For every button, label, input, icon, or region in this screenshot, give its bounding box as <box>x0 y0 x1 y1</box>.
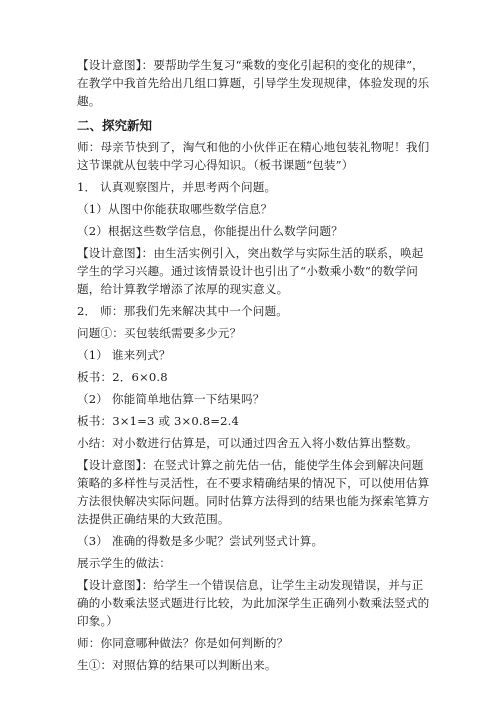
text-line: 这节课就从包装中学习心得知识。（板书课题“包装”） <box>77 158 354 172</box>
question-2-line: （2）根据这些数学信息，你能提出什么数学问题？ <box>77 224 343 238</box>
text-line: 趣。 <box>77 94 101 108</box>
step-2-line: 2． 师：那我们先来解决其中一个问题。 <box>77 304 289 318</box>
summary-line: 小结：对小数进行估算是，可以通过四舍五入将小数估算出整数。 <box>77 436 418 450</box>
board-note-line: 板书：2．6×0.8 <box>77 370 168 384</box>
teacher-intro-paragraph <box>77 138 433 174</box>
step-1-line: 1． 认真观察图片，并思考两个问题。 <box>77 180 277 194</box>
text-line: 【设计意图】：给学生一个错误信息，让学生主动发现错误，并与正 <box>77 578 424 592</box>
question-line: （3） 准确的得数是多少呢？尝试列竖式计算。 <box>77 534 324 548</box>
design-intent-paragraph <box>77 576 433 630</box>
document-page <box>77 56 433 674</box>
text-line: 法提供正确结果的大致范围。 <box>77 512 230 526</box>
text-line: 【设计意图】：在竖式计算之前先估一估，能使学生体会到解决问题 <box>77 458 424 472</box>
question-line: （1） 谁来列式？ <box>77 348 171 362</box>
question-1-line: （1）从图中你能获取哪些数学信息？ <box>77 202 273 216</box>
text-line: 【设计意图】：要帮助学生复习“乘数的变化引起积的变化的规律”， <box>77 58 424 72</box>
text-line: 策略的多样性与灵活性，在不要求精确结果的情况下，可以使用估算 <box>77 476 430 490</box>
problem-1-line: 问题①：买包装纸需要多少元？ <box>77 326 242 340</box>
text-line: 题，给计算教学增添了浓厚的现实意义。 <box>77 282 289 296</box>
text-line: 方法很快解决实际问题。同时估算方法得到的结果也能为探索笔算方 <box>77 494 430 508</box>
design-intent-paragraph <box>77 56 433 110</box>
design-intent-paragraph <box>77 456 433 528</box>
question-line: （2） 你能简单地估算一下结果吗？ <box>77 392 265 406</box>
text-line: 印象。） <box>77 614 119 628</box>
text-line: 确的小数乘法竖式题进行比较，为此加深学生正确列小数乘法竖式的 <box>77 596 430 610</box>
design-intent-paragraph <box>77 244 433 298</box>
section-heading: 二、探究新知 <box>77 118 153 133</box>
text-line: 在教学中我首先给出几组口算题，引导学生发现规律，体验发现的乐 <box>77 76 430 90</box>
text-line: 学生的学习兴趣。通过该情景设计也引出了“小数乘小数“的数学问 <box>77 264 418 278</box>
text-line: 【设计意图】：由生活实例引入，突出数学与实际生活的联系，唤起 <box>77 246 424 260</box>
text-line: 师：母亲节快到了，淘气和他的小伙伴正在精心地包装礼物呢！我们 <box>77 140 430 154</box>
display-line: 展示学生的做法： <box>77 556 171 570</box>
teacher-question-line: 师：你同意哪种做法？你是如何判断的？ <box>77 636 289 650</box>
student-answer-line: 生①：对照估算的结果可以判断出来。 <box>77 658 277 672</box>
board-note-line: 板书：3×1=3 或 3×0.8=2.4 <box>77 414 239 428</box>
